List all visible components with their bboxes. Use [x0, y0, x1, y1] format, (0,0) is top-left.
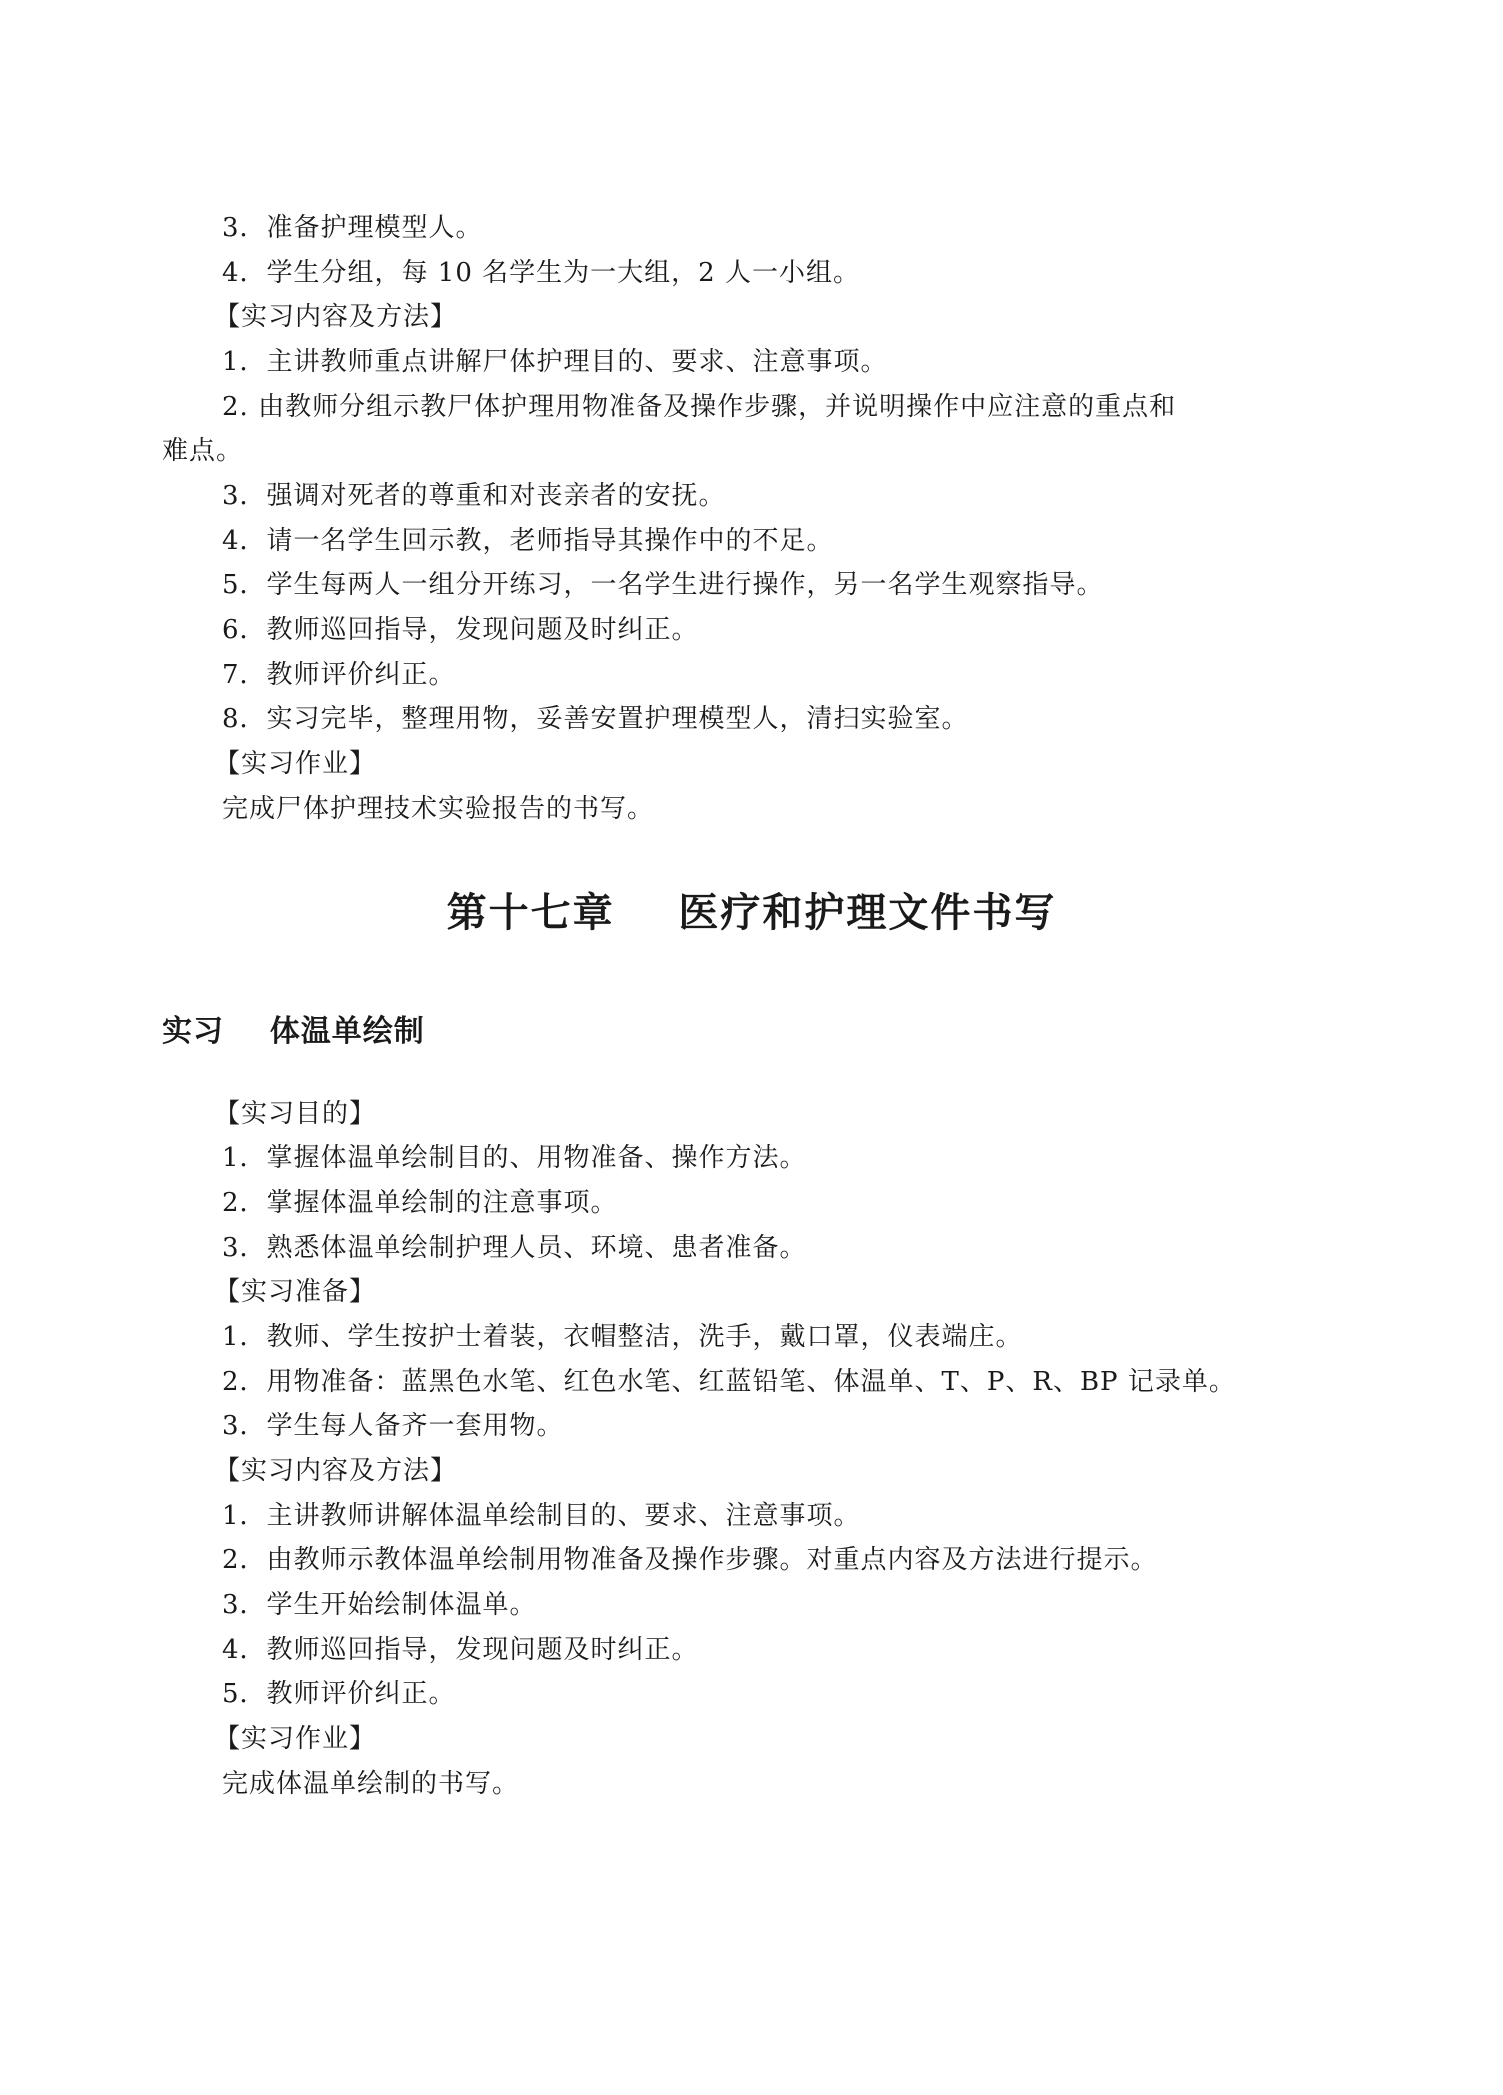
section-title: 实习 体温单绘制	[162, 1014, 425, 1049]
content-item-4b: 4．教师巡回指导，发现问题及时纠正。	[222, 1635, 699, 1665]
content-methods-heading-2: 【实习内容及方法】	[214, 1456, 458, 1486]
goal-item-2: 2．掌握体温单绘制的注意事项。	[222, 1188, 618, 1218]
homework-text-2: 完成体温单绘制的书写。	[222, 1769, 520, 1799]
prep-item-3: 3．准备护理模型人。	[222, 213, 483, 243]
content-item-2: 2. 由教师分组示教尸体护理用物准备及操作步骤，并说明操作中应注意的重点和	[222, 392, 1177, 422]
content-item-5b: 5．教师评价纠正。	[222, 1679, 456, 1709]
homework-heading-2: 【实习作业】	[214, 1724, 377, 1754]
content-item-4: 4．请一名学生回示教，老师指导其操作中的不足。	[222, 526, 834, 556]
content-item-3: 3．强调对死者的尊重和对丧亲者的安抚。	[222, 481, 726, 511]
content-item-1b: 1．主讲教师讲解体温单绘制目的、要求、注意事项。	[222, 1501, 861, 1531]
prep-item-2: 2．用物准备：蓝黑色水笔、红色水笔、红蓝铅笔、体温单、T、P、R、BP 记录单。	[222, 1367, 1236, 1397]
homework-heading: 【实习作业】	[214, 749, 377, 779]
content-item-1: 1．主讲教师重点讲解尸体护理目的、要求、注意事项。	[222, 347, 888, 377]
prep-item-4: 4．学生分组，每 10 名学生为一大组，2 人一小组。	[222, 258, 860, 288]
goal-item-1: 1．掌握体温单绘制目的、用物准备、操作方法。	[222, 1143, 807, 1173]
prep-heading: 【实习准备】	[214, 1277, 377, 1307]
content-item-2-continuation: 难点。	[162, 436, 244, 466]
content-item-7: 7．教师评价纠正。	[222, 660, 456, 690]
homework-text: 完成尸体护理技术实验报告的书写。	[222, 794, 655, 824]
content-item-6: 6．教师巡回指导，发现问题及时纠正。	[222, 615, 699, 645]
prep-item-1: 1．教师、学生按护士着装，衣帽整洁，洗手，戴口罩，仪表端庄。	[222, 1322, 1023, 1352]
goal-item-3: 3．熟悉体温单绘制护理人员、环境、患者准备。	[222, 1233, 807, 1263]
content-item-5: 5．学生每两人一组分开练习，一名学生进行操作，另一名学生观察指导。	[222, 570, 1104, 600]
content-methods-heading: 【实习内容及方法】	[214, 302, 458, 332]
prep-item-3b: 3．学生每人备齐一套用物。	[222, 1411, 564, 1441]
goal-heading: 【实习目的】	[214, 1099, 377, 1129]
chapter-title: 第十七章 医疗和护理文件书写	[446, 890, 1057, 936]
content-item-2b: 2．由教师示教体温单绘制用物准备及操作步骤。对重点内容及方法进行提示。	[222, 1545, 1158, 1575]
content-item-8: 8．实习完毕，整理用物，妥善安置护理模型人，清扫实验室。	[222, 704, 969, 734]
content-item-3b: 3．学生开始绘制体温单。	[222, 1590, 537, 1620]
